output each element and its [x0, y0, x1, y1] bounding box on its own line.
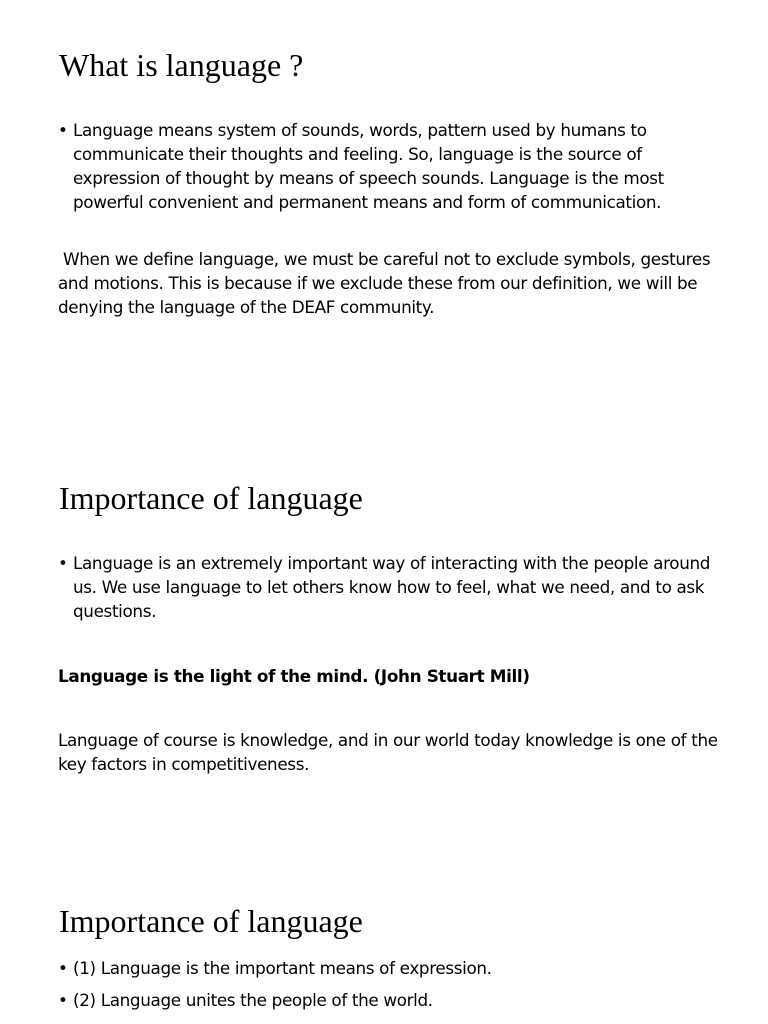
knowledge-paragraph: Language of course is knowledge, and in our world today knowledge is one of the key factors in competitiveness. — [58, 730, 718, 774]
bullet-item — [58, 988, 718, 1012]
definition-paragraph: When we define language, we must be careful not to exclude symbols, gestures and motions. This is because if we exclude these from our definition, we will be denying the language of the DEAF community. — [58, 249, 716, 317]
slide-what-is-language — [0, 0, 768, 420]
bullet-marker: • — [58, 120, 68, 140]
slide-title: Importance of language — [59, 903, 363, 939]
bullet-marker: • — [58, 990, 68, 1010]
bullet-marker: • — [58, 958, 68, 978]
bullet-text: (2) Language unites the people of the world. — [73, 990, 433, 1010]
bullet-item — [58, 956, 718, 980]
bullet-text: (1) Language is the important means of expression. — [73, 958, 492, 978]
slide-title: What is language ? — [59, 47, 304, 83]
slide-importance-of-language-1 — [0, 420, 768, 860]
bullet-text: Language means system of sounds, words, pattern used by humans to communicate their thoughts and feeling. So, language is the source of expression of thought by means of speech sounds. Language is the most powerful convenient and permanent means and form of communication. — [73, 120, 664, 212]
bullet-item — [58, 118, 718, 214]
quote-text: Language is the light of the mind. (John Stuart Mill) — [58, 666, 530, 686]
bullet-marker: • — [58, 553, 68, 573]
bullet-text: Language is an extremely important way of interacting with the people around us. We use language to let others know how to feel, what we need, and to ask questions. — [73, 553, 711, 621]
slide-title: Importance of language — [59, 480, 363, 516]
bullet-item — [58, 551, 718, 623]
slide-importance-of-language-2 — [0, 860, 768, 1024]
